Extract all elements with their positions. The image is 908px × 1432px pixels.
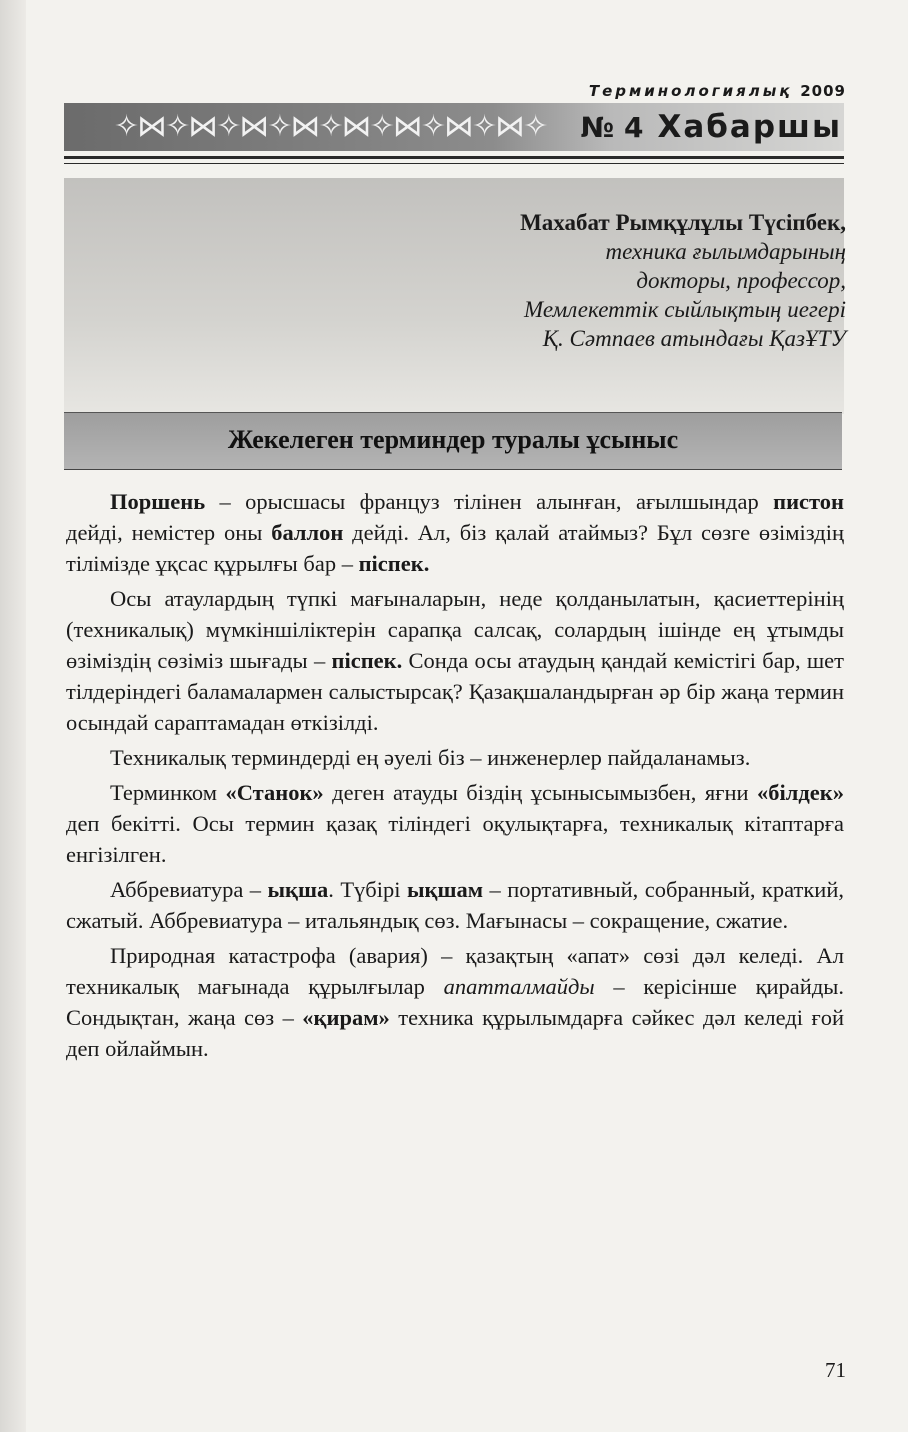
term-piston: пистон: [773, 489, 844, 514]
text: деген атауды біздің ұсынысымызбен, яғни: [323, 780, 758, 805]
paragraph-6: [66, 940, 844, 1064]
issue-title-text: Хабаршы: [657, 109, 842, 145]
ornament-pattern: ✧⋈✧⋈✧⋈✧⋈✧⋈✧⋈✧⋈✧⋈✧: [114, 109, 547, 144]
text: . Түбірі: [328, 877, 407, 902]
text: дейді. Ал, біз қалай атаймыз? Бұл сөзге өзіміздің тілімізде ұқсас құрылғы бар –: [66, 520, 844, 576]
term-porshen: Поршень: [110, 489, 206, 514]
text: – портативный, собранный, краткий, сжатый. Аббревиатура – итальяндық сөз. Мағынасы – сокращение, сжатие.: [66, 877, 844, 933]
author-name: Махабат Рымқұлұлы Түсіпбек,: [520, 210, 846, 235]
author-block: [520, 208, 846, 353]
article-body: [66, 486, 844, 1068]
paragraph-2: [66, 583, 844, 738]
issue-number: № 4: [580, 111, 644, 144]
text: – керісінше қирайды. Сондықтан, жаңа сөз –: [66, 974, 845, 1030]
author-degree: техника ғылымдарының: [605, 239, 846, 264]
text: Терминком: [110, 780, 226, 805]
term-stanok: «Станок»: [225, 780, 324, 805]
author-title: докторы, профессор,: [636, 268, 846, 293]
author-affiliation: Қ. Сәтпаев атындағы ҚазҰТУ: [542, 326, 846, 351]
text: Сонда осы атаудың қандай кемістігі бар, шет тілдеріндегі баламалармен салыстырсақ? Қазақшаландырған әр бір жаңа термин осындай сараптамадан өткізілді.: [66, 648, 845, 735]
running-head: [589, 82, 846, 100]
text: Осы атаулардың түпкі мағыналарын, неде қолданылатын, қасиеттерінің (техникалық) мүмкіншіліктерін сарапқа салсақ, солардың ішінде ең ұтымды өзіміздің сөзіміз шығады –: [66, 586, 844, 673]
journal-name: Терминологиялық: [588, 82, 793, 100]
issue-title: [581, 105, 842, 150]
text: дейді, немістер оны: [66, 520, 272, 545]
text: Аббревиатура –: [110, 877, 268, 902]
text: Природная катастрофа (авария) – қазақтың «апат» сөзі дәл келеді. Ал техникалық мағынада құрылғылар: [66, 943, 844, 999]
term-ballon: баллон: [271, 520, 344, 545]
author-award: Мемлекеттік сыйлықтың иегері: [524, 297, 846, 322]
paragraph-1: [66, 486, 844, 579]
header-rule-thin: [64, 163, 844, 164]
term-qiram: «қирам»: [302, 1005, 390, 1030]
text: Техникалық терминдерді ең әуелі біз – инженерлер пайдаланамыз.: [110, 745, 751, 770]
term-ykshsham: ықшам: [406, 877, 484, 902]
paragraph-5: [66, 874, 844, 936]
page-number: 71: [825, 1358, 846, 1382]
text: техника құрылымдарға сәйкес дәл келеді ғой деп ойлаймын.: [66, 1005, 844, 1061]
section-heading-band: [64, 412, 842, 470]
text: – орысшасы француз тілінен алынған, ағылшындар: [205, 489, 774, 514]
header-band: [64, 103, 844, 151]
section-title: Жекелеген терминдер туралы ұсыныс: [227, 425, 679, 454]
term-pispek: піспек.: [358, 551, 430, 576]
header-rule-thick: [64, 156, 844, 159]
term-yksha: ықша: [267, 877, 329, 902]
term-bildek: «білдек»: [757, 780, 845, 805]
term-apattalmaidy: апатталмайды: [443, 974, 595, 999]
page-edge-shadow: [0, 0, 26, 1432]
text: деп бекітті. Осы термин қазақ тіліндегі оқулықтарға, техникалық кітаптарға енгізілген.: [66, 811, 844, 867]
journal-year: 2009: [800, 82, 846, 100]
term-pispek: піспек.: [331, 648, 403, 673]
paragraph-3: [66, 742, 844, 773]
paragraph-4: [66, 777, 844, 870]
